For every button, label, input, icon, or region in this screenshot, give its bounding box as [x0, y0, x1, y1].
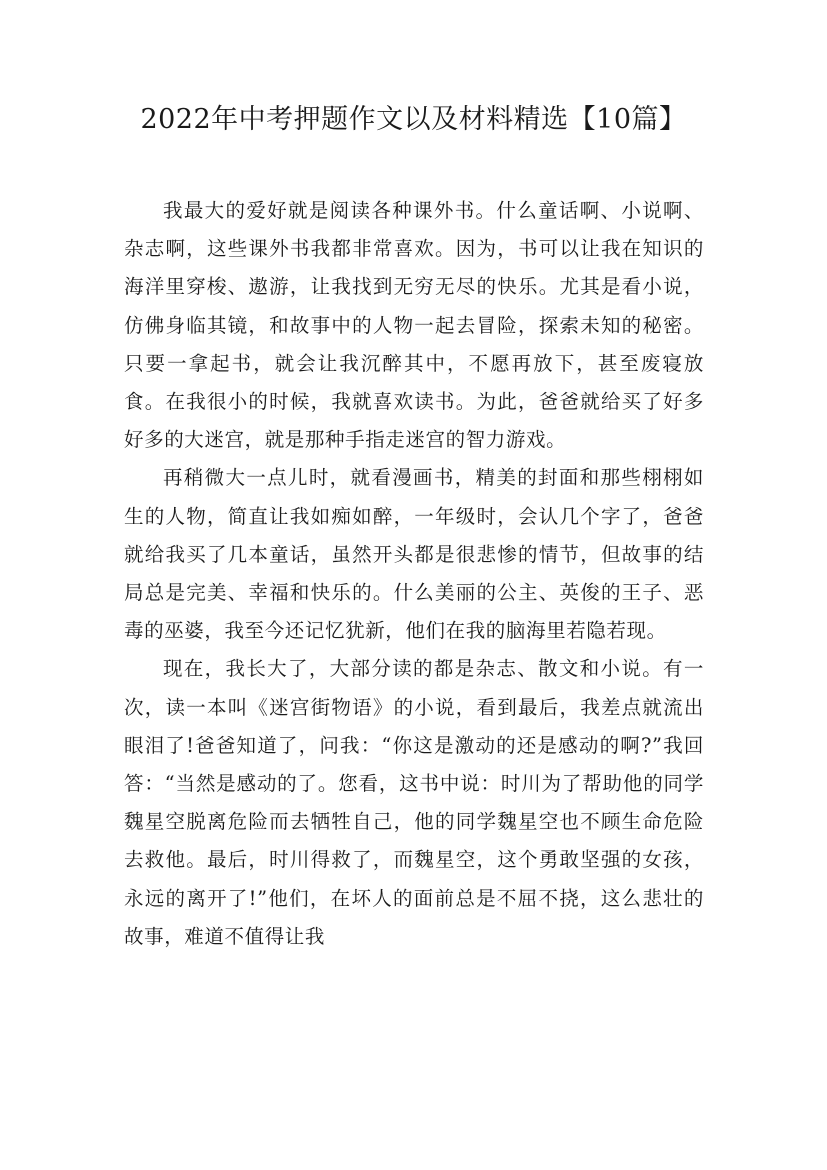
paragraph-3: 现在，我长大了，大部分读的都是杂志、散文和小说。有一次，读一本叫《迷宫街物语》的小说，看到最后，我差点就流出眼泪了!爸爸知道了，问我：“你这是激动的还是感动的啊?”我回答：“当然是感动的了。您看，这书中说：时川为了帮助他的同学魏星空脱离危险而去牺牲自己，他的同学魏星空也不顾生命危险去救他。最后，时川得救了，而魏星空，这个勇敢坚强的女孩，永远的离开了!”他们，在坏人的面前总是不屈不挠，这么悲壮的故事，难道不值得让我 — [124, 657, 704, 948]
paragraph-2: 再稍微大一点儿时，就看漫画书，精美的封面和那些栩栩如生的人物，简直让我如痴如醉，一年级时，会认几个字了，爸爸就给我买了几本童话，虽然开头都是很悲惨的情节，但故事的结局总是完美、幸福和快乐的。什么美丽的公主、英俊的王子、恶毒的巫婆，我至今还记忆犹新，他们在我的脑海里若隐若现。 — [124, 466, 704, 643]
document-title: 2022年中考押题作文以及材料精选【10篇】 — [140, 104, 687, 135]
paragraph-1: 我最大的爱好就是阅读各种课外书。什么童话啊、小说啊、杂志啊，这些课外书我都非常喜欢。因为，书可以让我在知识的海洋里穿梭、遨游，让我找到无穷无尽的快乐。尤其是看小说，仿佛身临其镜，和故事中的人物一起去冒险，探索未知的秘密。只要一拿起书，就会让我沉醉其中，不愿再放下，甚至废寝放食。在我很小的时候，我就喜欢读书。为此，爸爸就给买了好多好多的大迷宫，就是那种手指走迷宫的智力游戏。 — [124, 199, 704, 452]
document-body — [124, 192, 704, 956]
